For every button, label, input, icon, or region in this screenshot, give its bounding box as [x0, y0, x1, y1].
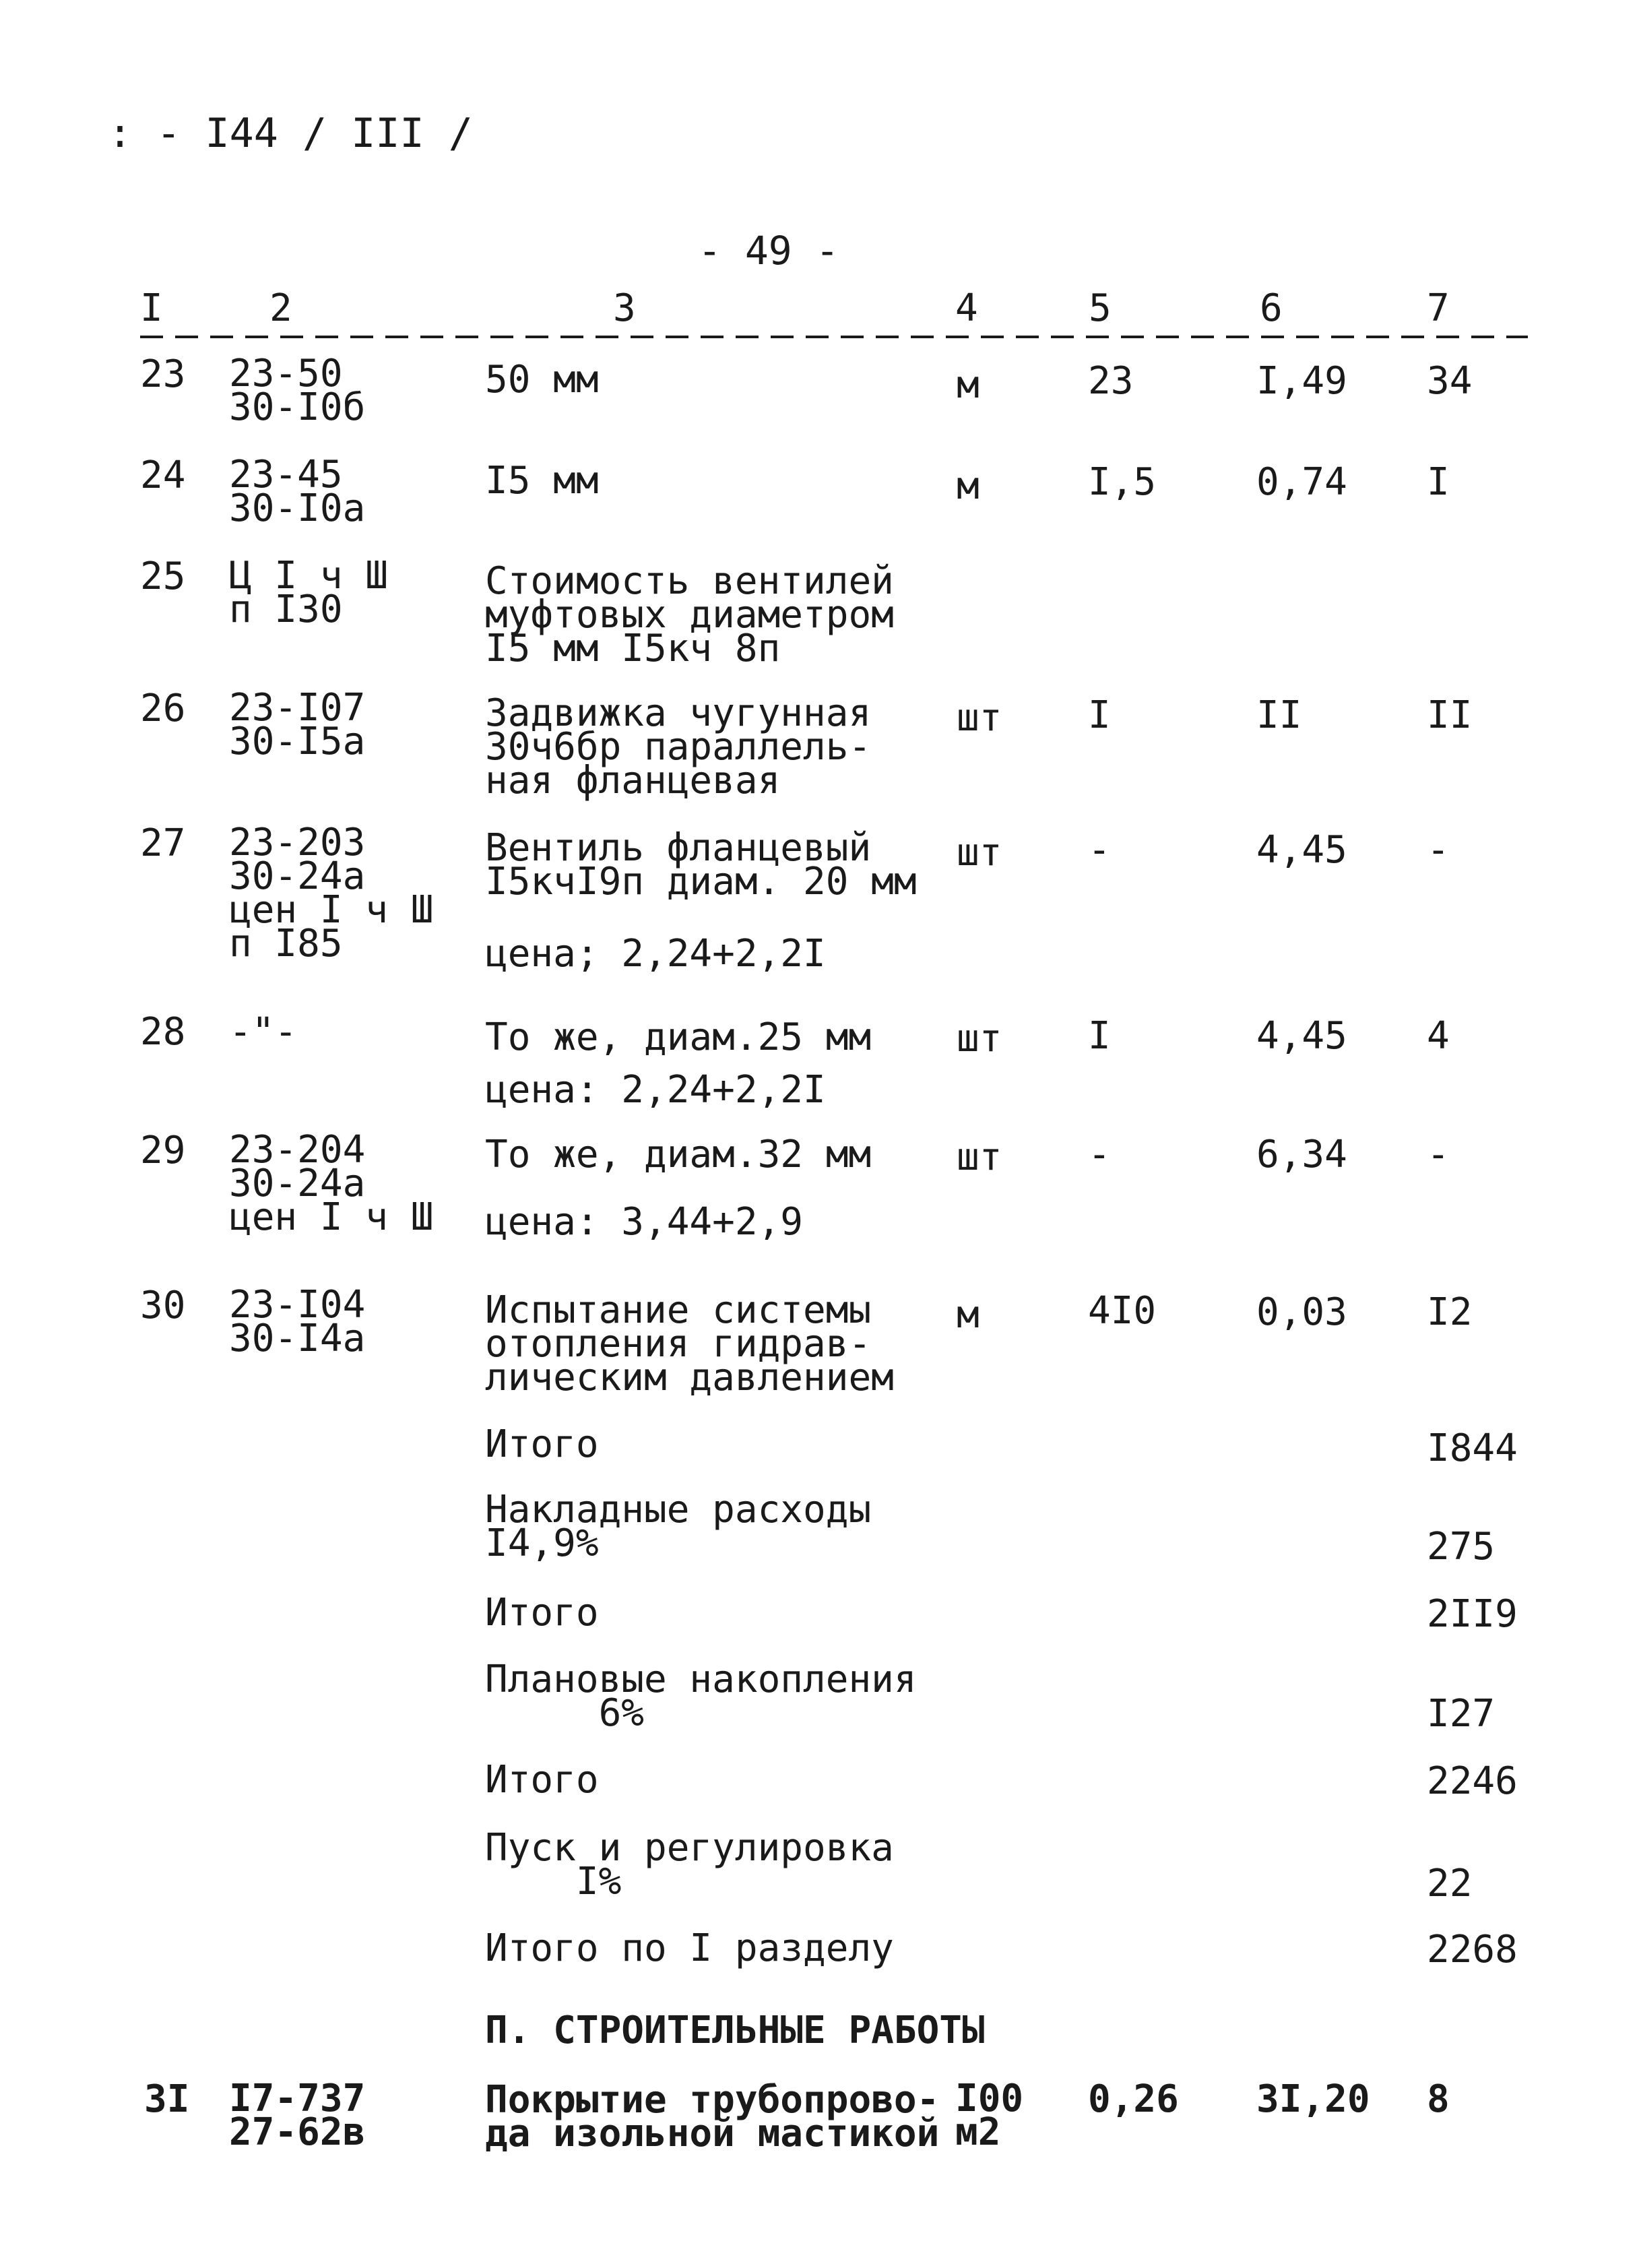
col-header-1: I: [140, 286, 163, 330]
total: 4: [1427, 1014, 1450, 1058]
quantity: I,5: [1088, 460, 1157, 504]
row-number: 28: [140, 1010, 186, 1054]
summary-label: Итого: [485, 1422, 599, 1466]
summary-value: I844: [1427, 1426, 1518, 1470]
row-number: 24: [140, 453, 186, 497]
unit: шт: [957, 1017, 1002, 1061]
summary-label: Итого: [485, 1591, 599, 1635]
row-number: 30: [140, 1284, 186, 1327]
price-code: I7-737 27-62в: [229, 2077, 366, 2154]
quantity: 23: [1088, 359, 1134, 403]
row-number: 23: [140, 352, 186, 396]
summary-value: I27: [1427, 1692, 1496, 1736]
price-note: цена: 3,44+2,9: [485, 1200, 804, 1244]
summary-label: Итого по I разделу: [485, 1926, 894, 1970]
document-code: : - I44 / III /: [108, 110, 473, 157]
quantity: 0,26: [1088, 2077, 1179, 2121]
summary-label: Итого: [485, 1758, 599, 1802]
price-note: цена; 2,24+2,2I: [485, 932, 826, 976]
work-description: I5 мм: [485, 459, 599, 503]
header-dashed-line: [140, 336, 1528, 338]
work-description: Вентиль фланцевый I5кчI9п диам. 20 мм: [485, 826, 917, 904]
unit: шт: [957, 1135, 1002, 1179]
unit-price: 4,45: [1256, 1014, 1347, 1058]
unit-price: II: [1256, 693, 1302, 737]
quantity: -: [1088, 828, 1111, 872]
unit: шт: [957, 696, 1002, 740]
work-description: 50 мм: [485, 358, 599, 402]
col-header-2: 2: [269, 286, 292, 330]
summary-value: 22: [1427, 1862, 1473, 1905]
unit-price: 0,03: [1256, 1290, 1347, 1334]
row-number: 29: [140, 1129, 186, 1172]
summary-label: Пуск и регулировка I%: [485, 1826, 894, 1903]
price-note: цена: 2,24+2,2I: [485, 1068, 826, 1112]
work-description: Испытание системы отопления гидрав- лическим давлением: [485, 1288, 894, 1399]
unit-price: 0,74: [1256, 460, 1347, 504]
work-description: То же, диам.25 мм: [485, 1015, 872, 1059]
price-code: 23-50 30-I0б: [229, 352, 366, 429]
col-header-7: 7: [1427, 286, 1450, 330]
total: I2: [1427, 1290, 1473, 1334]
total: -: [1427, 1133, 1450, 1176]
price-code: 23-I04 30-I4a: [229, 1283, 366, 1360]
total: -: [1427, 828, 1450, 872]
row-number: 27: [140, 821, 186, 865]
work-description: То же, диам.32 мм: [485, 1133, 872, 1176]
col-header-5: 5: [1089, 286, 1112, 330]
price-code: 23-45 30-I0a: [229, 453, 366, 530]
quantity: -: [1088, 1133, 1111, 1176]
summary-label: Накладные расходы I4,9%: [485, 1488, 872, 1565]
col-header-4: 4: [955, 286, 978, 330]
summary-value: 275: [1427, 1525, 1496, 1569]
unit: м: [957, 363, 979, 407]
work-description: Покрытие трубопрово- да изольной мастикой: [485, 2078, 940, 2155]
unit: I00 м2: [955, 2077, 1024, 2154]
summary-value: 2268: [1427, 1928, 1518, 1972]
unit: м: [957, 1293, 979, 1337]
total: II: [1427, 693, 1473, 737]
total: 34: [1427, 359, 1473, 403]
unit-price: 6,34: [1256, 1133, 1347, 1176]
quantity: 4I0: [1088, 1289, 1157, 1333]
unit: м: [957, 464, 979, 508]
unit-price: 4,45: [1256, 828, 1347, 872]
unit-price: I,49: [1256, 359, 1347, 403]
col-header-6: 6: [1260, 286, 1283, 330]
total: I: [1427, 460, 1450, 504]
quantity: I: [1088, 693, 1111, 737]
price-code: 23-204 30-24a цен I ч Ш: [229, 1128, 434, 1239]
section-title: П. СТРОИТЕЛЬНЫЕ РАБОТЫ: [485, 2009, 985, 2052]
work-description: Стоимость вентилей муфтовых диаметром I5 мм I5кч 8п: [485, 559, 894, 670]
price-code: -"-: [229, 1010, 298, 1054]
row-number: 25: [140, 555, 186, 598]
total: 8: [1427, 2077, 1450, 2121]
work-description: Задвижка чугунная 30ч6бр параллель- ная фланцевая: [485, 691, 872, 802]
col-header-3: 3: [613, 286, 636, 330]
unit-price: 3I,20: [1256, 2077, 1370, 2121]
page-number: - 49 -: [698, 228, 839, 274]
summary-label: Плановые накопления 6%: [485, 1658, 917, 1735]
row-number: 26: [140, 687, 186, 730]
price-code: 23-I07 30-I5a: [229, 686, 366, 763]
quantity: I: [1088, 1014, 1111, 1058]
price-code: Ц I ч Ш п I30: [229, 554, 389, 631]
summary-value: 2II9: [1427, 1592, 1518, 1636]
summary-value: 2246: [1427, 1759, 1518, 1803]
row-number: 3I: [144, 2077, 190, 2121]
unit: шт: [957, 831, 1002, 875]
price-code: 23-203 30-24a цен I ч Ш п I85: [229, 821, 434, 966]
